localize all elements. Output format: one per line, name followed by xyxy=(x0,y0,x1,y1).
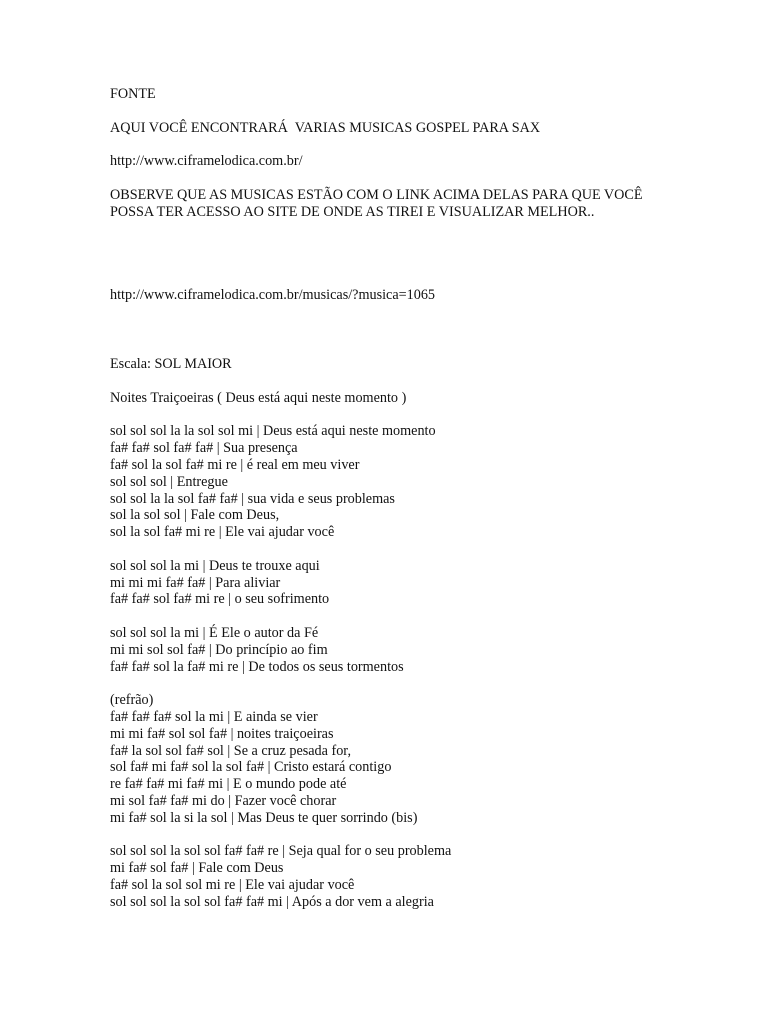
lyric-line: mi mi sol sol fa# | Do princípio ao fim xyxy=(110,641,328,658)
lyric-line: mi mi mi fa# fa# | Para aliviar xyxy=(110,574,281,591)
lyric-line: sol sol sol la sol sol fa# fa# re | Seja qual for o seu problema xyxy=(110,843,452,860)
stanza-1 xyxy=(110,423,670,541)
lyric-line: fa# sol la sol fa# mi re | é real em meu viver xyxy=(110,456,360,473)
scale-label: Escala: SOL MAIOR xyxy=(110,356,232,373)
lyric-line: sol la sol sol | Fale com Deus, xyxy=(110,507,280,524)
document-page xyxy=(110,86,670,910)
stanza-4 xyxy=(110,843,670,910)
observation-note: OBSERVE QUE AS MUSICAS ESTÃO COM O LINK ACIMA DELAS PARA QUE VOCÊ POSSA TER ACESSO AO SITE DE ONDE AS TIREI E VISUALIZAR MELHOR.. xyxy=(110,186,643,220)
chorus-label: (refrão) xyxy=(110,692,154,709)
lyric-line: fa# fa# fa# sol la mi | E ainda se vier xyxy=(110,708,318,725)
lyric-line: sol sol sol la sol sol fa# fa# mi | Após a dor vem a alegria xyxy=(110,893,434,910)
stanza-2 xyxy=(110,558,670,608)
lyric-line: fa# fa# sol fa# mi re | o seu sofrimento xyxy=(110,591,330,608)
lyric-line: sol sol la la sol fa# fa# | sua vida e seus problemas xyxy=(110,490,395,507)
song-url-link[interactable]: http://www.ciframelodica.com.br/musicas/?musica=1065 xyxy=(110,287,436,304)
lyric-line: sol sol sol la mi | É Ele o autor da Fé xyxy=(110,624,319,641)
site-url-link[interactable]: http://www.ciframelodica.com.br/ xyxy=(110,153,303,170)
song-title: Noites Traiçoeiras ( Deus está aqui neste momento ) xyxy=(110,389,407,406)
lyric-line: fa# fa# sol la fa# mi re | De todos os seus tormentos xyxy=(110,658,404,675)
fonte-heading: FONTE xyxy=(110,86,156,102)
lyric-line: mi fa# sol la si la sol | Mas Deus te quer sorrindo (bis) xyxy=(110,809,418,826)
lyric-line: mi sol fa# fa# mi do | Fazer você chorar xyxy=(110,792,337,809)
lyric-line: fa# fa# sol fa# fa# | Sua presença xyxy=(110,440,298,457)
lyric-line: sol sol sol la mi | Deus te trouxe aqui xyxy=(110,557,320,574)
stanza-3 xyxy=(110,625,670,675)
lyric-line: sol sol sol | Entregue xyxy=(110,473,228,490)
lyric-line: mi fa# sol fa# | Fale com Deus xyxy=(110,860,284,877)
lyric-line: sol sol sol la la sol sol mi | Deus está aqui neste momento xyxy=(110,423,436,440)
lyric-line: sol la sol fa# mi re | Ele vai ajudar você xyxy=(110,524,335,541)
chorus xyxy=(110,692,670,826)
intro-line: AQUI VOCÊ ENCONTRARÁ VARIAS MUSICAS GOSPEL PARA SAX xyxy=(110,119,541,136)
lyric-line: re fa# fa# mi fa# mi | E o mundo pode até xyxy=(110,776,347,793)
lyric-line: mi mi fa# sol sol fa# | noites traiçoeiras xyxy=(110,725,334,742)
lyric-line: fa# sol la sol sol mi re | Ele vai ajudar você xyxy=(110,876,355,893)
lyric-line: fa# la sol sol fa# sol | Se a cruz pesada for, xyxy=(110,742,352,759)
lyric-line: sol fa# mi fa# sol la sol fa# | Cristo estará contigo xyxy=(110,759,392,776)
